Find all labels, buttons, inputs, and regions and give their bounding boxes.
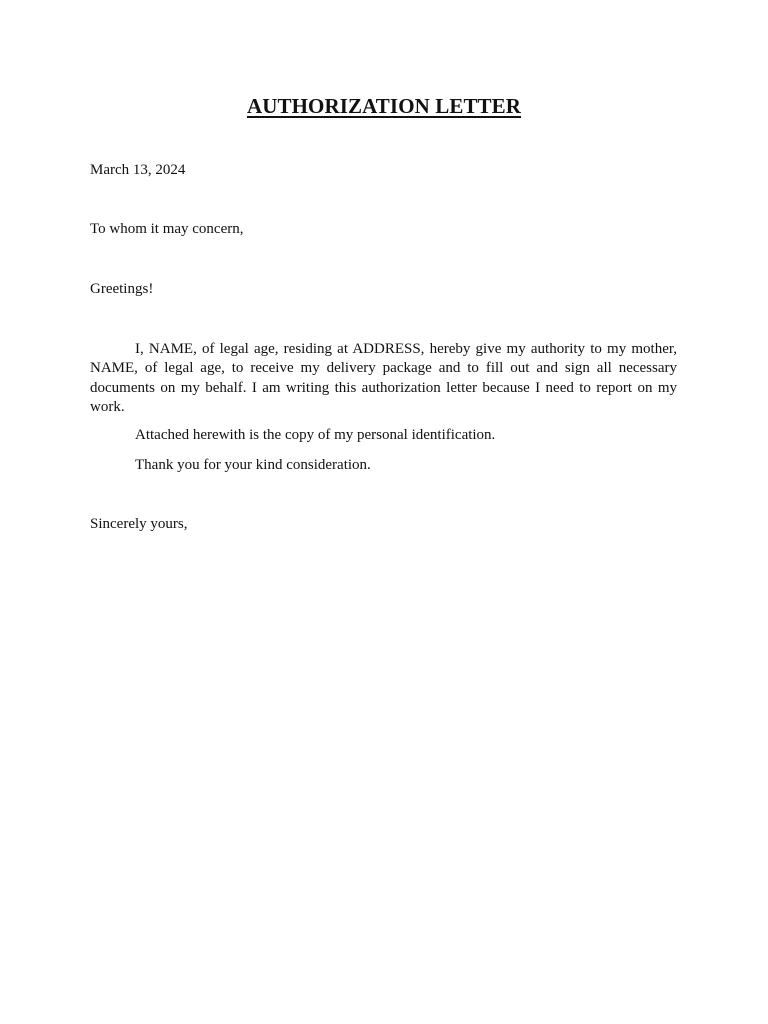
letter-attachment-note: Attached herewith is the copy of my personal identification. — [135, 427, 496, 443]
letter-title: AUTHORIZATION LETTER — [246, 94, 522, 118]
letter-body-paragraph: I, NAME, of legal age, residing at ADDRESS, hereby give my authority to my mother, NAME, of legal age, to receive my delivery package and to fill out and sign all necessary documents on my behalf. I am writing this authorization letter because I need to report on my work. — [90, 341, 677, 415]
letter-greeting: Greetings! — [90, 281, 154, 297]
letter-date: March 13, 2024 — [90, 162, 186, 178]
letter-salutation: To whom it may concern, — [90, 221, 244, 237]
letter-thanks: Thank you for your kind consideration. — [135, 457, 371, 473]
letter-closing: Sincerely yours, — [90, 516, 188, 532]
